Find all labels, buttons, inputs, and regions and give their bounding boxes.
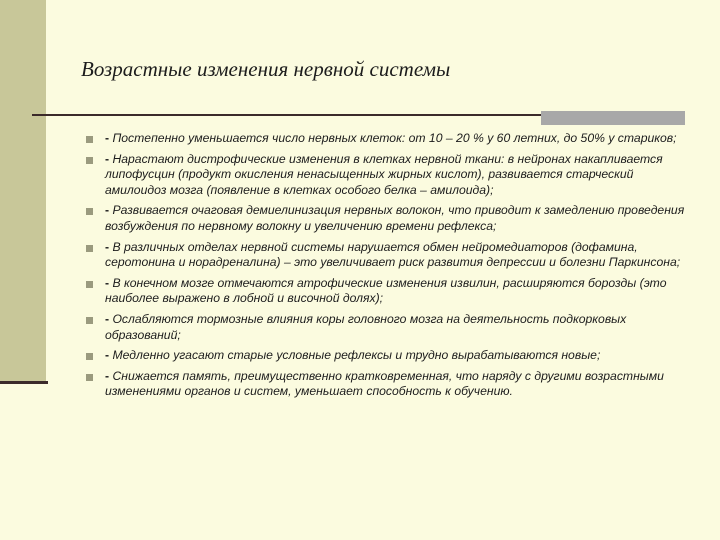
- bullet-text: В конечном мозге отмечаются атрофические изменения извилин, расширяются борозды (это наиболее выражено в лобной и височной долях);: [105, 275, 667, 306]
- bullet-item: [86, 240, 696, 271]
- bullet-square-icon: [86, 157, 93, 164]
- slide-title: Возрастные изменения нервной системы: [81, 57, 451, 81]
- bullet-dash: -: [105, 131, 110, 145]
- bullet-text: Снижается память, преимущественно кратковременная, что наряду с другими возрастными изменениями органов и систем, уменьшает способность к обучению.: [105, 368, 664, 399]
- bullet-square-icon: [86, 353, 93, 360]
- bullet-dash: -: [105, 368, 110, 383]
- bullet-square-icon: [86, 317, 93, 324]
- bullet-item: [86, 203, 696, 234]
- bullet-item: [86, 312, 696, 343]
- bullet-text: Ослабляются тормозные влияния коры головного мозга на деятельность подкорковых образований;: [105, 311, 627, 342]
- bullet-text: Нарастают дистрофические изменения в клетках нервной ткани: в нейронах накапливается липофусцин (продукт окисления ненасыщенных жирных кислот), развивается старческий амилоидоз мозга (появление в клетках особого белка – амилоида);: [105, 151, 663, 197]
- bullet-dash: -: [105, 239, 110, 254]
- bullet-item: [86, 276, 696, 307]
- bullet-dash: -: [105, 275, 110, 290]
- bullet-item: [86, 348, 696, 364]
- bullet-item: [86, 131, 696, 147]
- bullet-square-icon: [86, 208, 93, 215]
- bullet-dash: -: [105, 348, 110, 363]
- bullet-square-icon: [86, 374, 93, 381]
- bullet-text: Медленно угасают старые условные рефлексы и трудно вырабатываются новые;: [109, 348, 601, 363]
- bullet-square-icon: [86, 281, 93, 288]
- bullet-text: Постепенно уменьшается число нервных клеток: от 10 – 20 % у 60 летних, до 50% у стариков;: [109, 131, 677, 145]
- bullet-square-icon: [86, 245, 93, 252]
- bullet-text: В различных отделах нервной системы нарушается обмен нейромедиаторов (дофамина, серотонина и норадреналина) – это увеличивает риск развития депрессии и болезни Паркинсона;: [105, 239, 681, 270]
- bullet-dash: -: [105, 203, 110, 218]
- bullet-dash: -: [105, 151, 110, 166]
- bullet-dash: -: [105, 311, 110, 326]
- bullet-list: [86, 131, 696, 405]
- left-accent-bar: [0, 0, 46, 383]
- left-accent-underline: [0, 381, 48, 384]
- bullet-text: Развивается очаговая демиелинизация нервных волокон, что приводит к замедлению проведения возбуждения по нервному волокну и увеличению времени рефлекса;: [105, 203, 685, 233]
- decorative-gray-box: [541, 111, 685, 125]
- bullet-item: [86, 369, 696, 400]
- bullet-square-icon: [86, 136, 93, 143]
- bullet-item: [86, 152, 696, 199]
